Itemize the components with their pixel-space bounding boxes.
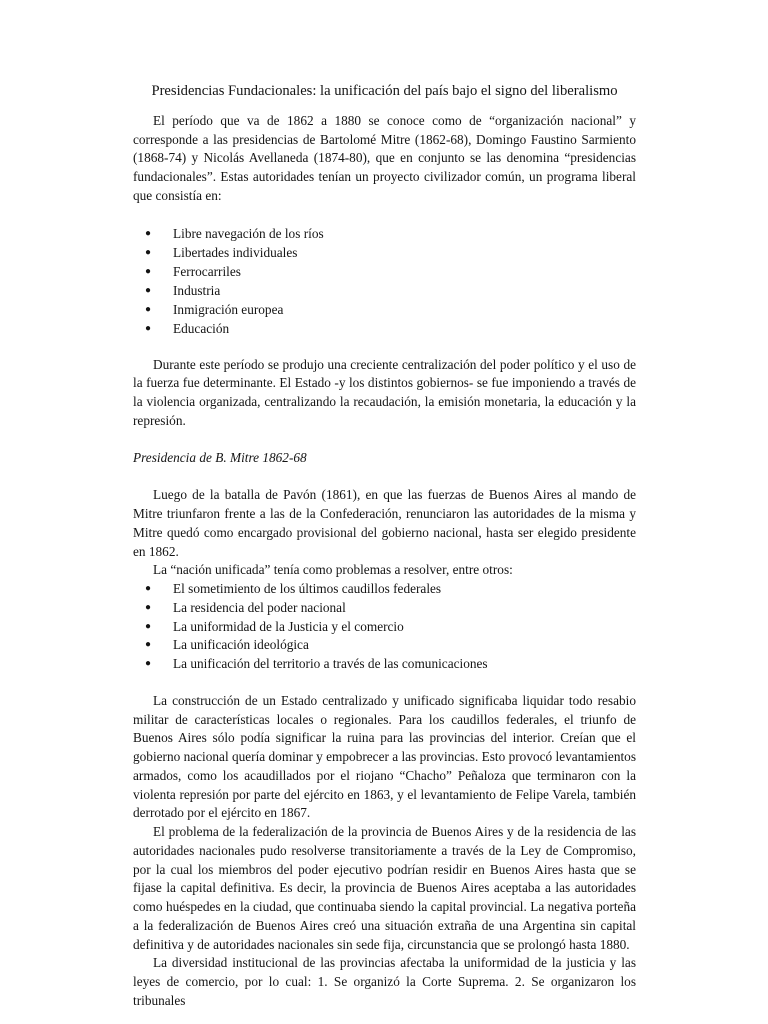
list-item <box>133 224 636 243</box>
list-item <box>133 319 636 338</box>
bullet-icon: ● <box>145 658 152 669</box>
bullet-icon: ● <box>145 227 152 239</box>
bullet-icon: ● <box>145 246 152 258</box>
pavon-paragraph: Luego de la batalla de Pavón (1861), en que las fuerzas de Buenos Aires al mando de Mitre triunfaron frente a las de la Confederación, renunciaron las autoridades de la misma y Mitre quedó como encargado provisional del gobierno nacional, hasta ser elegido presidente en 1862. <box>133 487 636 559</box>
bullet-icon: ● <box>145 583 152 594</box>
list-item-text: La unificación del territorio a través de las comunicaciones <box>173 656 488 671</box>
list-item-text: Ferrocarriles <box>173 263 241 279</box>
list-item-text: Industria <box>173 282 221 298</box>
bullet-icon: ● <box>145 265 152 277</box>
diversity-paragraph: La diversidad institucional de las provincias afectaba la uniformidad de la justicia y las leyes de comercio, por lo cual: 1. Se organizó la Corte Suprema. 2. Se organizaron los tribunales <box>133 955 636 1008</box>
list-item <box>133 281 636 300</box>
bullet-icon: ● <box>145 284 152 296</box>
list-item <box>133 599 636 618</box>
list-item <box>133 243 636 262</box>
list-item-text: La unificación ideológica <box>173 637 309 653</box>
bullet-icon: ● <box>145 620 152 632</box>
list-item-text: El sometimiento de los últimos caudillos federales <box>173 581 442 596</box>
list-item <box>133 300 636 319</box>
problems-intro: La “nación unificada” tenía como problemas a resolver, entre otros: <box>153 562 513 578</box>
list-item-text: Inmigración europea <box>173 301 284 317</box>
list-item <box>133 580 636 599</box>
list-item-text: Libre navegación de los ríos <box>173 225 324 241</box>
list-item-text: Libertades individuales <box>173 244 298 260</box>
document-title: Presidencias Fundacionales: la unificación del país bajo el signo del liberalismo <box>151 83 618 99</box>
bullet-icon: ● <box>145 601 152 613</box>
list-item <box>133 618 636 637</box>
list-item <box>133 655 636 674</box>
bullet-icon: ● <box>145 322 152 334</box>
bullet-icon: ● <box>145 303 152 315</box>
program-list <box>133 224 636 338</box>
list-item <box>133 636 636 655</box>
list-item-text: Educación <box>173 320 230 336</box>
problems-list <box>133 580 636 674</box>
section-heading-mitre: Presidencia de B. Mitre 1862-68 <box>133 449 307 465</box>
list-item-text: La residencia del poder nacional <box>173 599 346 615</box>
intro-paragraph: El período que va de 1862 a 1880 se conoce como de “organización nacional” y corresponde a las presidencias de Bartolomé Mitre (1862-68), Domingo Faustino Sarmiento (1868-74) y Nicolás Avellaneda (1874-80), que en conjunto se las denomina “presidencias fundacionales”. Estas autoridades tenían un proyecto civilizador común, un programa liberal que consistía en: <box>133 112 636 203</box>
list-item-text: La uniformidad de la Justicia y el comercio <box>173 618 404 634</box>
federalization-paragraph: El problema de la federalización de la provincia de Buenos Aires y de la residencia de las autoridades nacionales pudo resolverse transitoriamente a través de la Ley de Compromiso, por la cual los miembros del poder ejecutivo podrían residir en Buenos Aires hasta que se fijase la capital definitiva. Es decir, la provincia de Buenos Aires aceptaba a las autoridades como huéspedes en la ciudad, que continuaba siendo la capital provincial. La negativa porteña a la federalización de Buenos Aires creó una situación extraña de una Argentina sin capital definitiva y de autoridades nacionales sin sede fija, circunstancia que se prolongó hasta 1880. <box>133 824 636 952</box>
construction-paragraph: La construcción de un Estado centralizado y unificado significaba liquidar todo resabio militar de características locales o regionales. Para los caudillos federales, el triunfo de Buenos Aires sólo podía significar la ruina para las provincias del interior. Creían que el gobierno nacional quería dominar y empobrecer a las provincias. Esto provocó levantamientos armados, como los acaudillados por el riojano “Chacho” Peñaloza que terminaron con la violenta represión por parte del ejército en 1863, y el levantamiento de Felipe Varela, también derrotado por el ejército en 1867. <box>133 692 636 821</box>
bullet-icon: ● <box>145 639 152 651</box>
centralization-paragraph: Durante este período se produjo una creciente centralización del poder político y el uso de la fuerza fue determinante. El Estado -y los distintos gobiernos- se fue imponiendo a través de la violencia organizada, centralizando la recaudación, la emisión monetaria, la educación y la represión. <box>133 356 636 428</box>
list-item <box>133 262 636 281</box>
